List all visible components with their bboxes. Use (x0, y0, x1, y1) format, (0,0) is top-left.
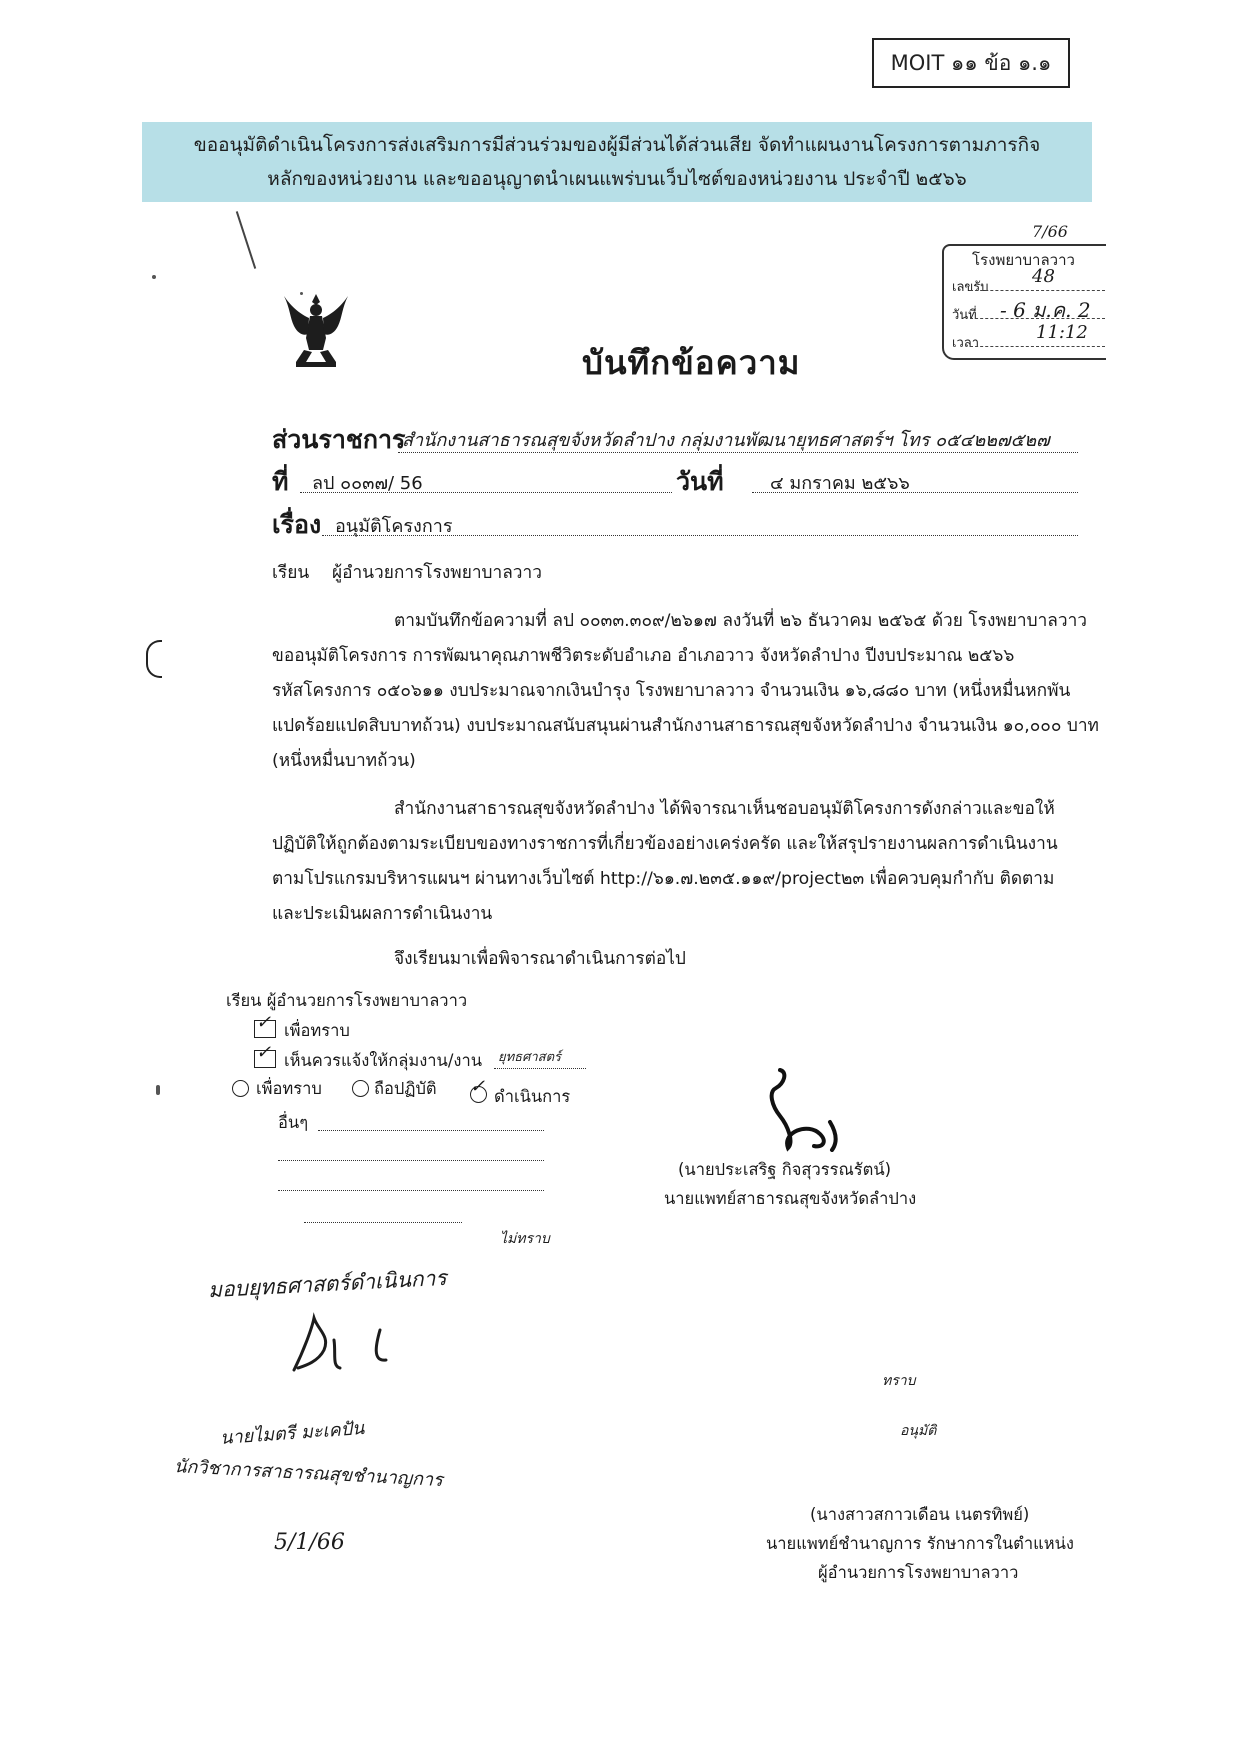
radio-comply-label: ถือปฏิบัติ (374, 1079, 437, 1098)
officer-title: นักวิชาการสาธารณสุขชำนาญการ (173, 1455, 444, 1492)
handwritten-instruction: มอบยุทธศาสตร์ดำเนินการ (207, 1265, 448, 1303)
radio-proceed-label: ดำเนินการ (494, 1087, 571, 1106)
check-mark-icon: ✓ (470, 1076, 486, 1097)
radio-comply-icon (352, 1080, 369, 1097)
date-label: วันที่ (676, 467, 724, 496)
body-p1-line-5: (หนึ่งหมื่นบาทถ้วน) (272, 751, 416, 771)
officer-name: นายไมตรี มะเคปัน (219, 1417, 366, 1450)
stamp-time-label: เวลา (952, 336, 980, 351)
garuda-emblem-icon (282, 292, 350, 372)
scan-mark (146, 640, 162, 678)
received-stamp (940, 222, 1110, 360)
check-mark-icon: ✓ (256, 1012, 272, 1033)
notify-dotline (494, 1068, 586, 1069)
title-banner (142, 122, 1092, 202)
date-value: ๔ มกราคม ๒๕๖๖ (770, 473, 910, 494)
signer1-title: นายแพทย์สาธารณสุขจังหวัดลำปาง (664, 1189, 917, 1208)
others-dotline (278, 1160, 544, 1161)
signer1-name: (นายประเสริฐ กิจสุวรรณรัตน์) (678, 1160, 892, 1179)
subject-value: อนุมัติโครงการ (335, 516, 453, 537)
radio-acknowledge-label: เพื่อทราบ (256, 1079, 322, 1098)
signer2-name: (นางสาวสกาวเดือน เนตรทิพย์) (810, 1505, 1030, 1524)
banner-line-1: ขออนุมัติดำเนินโครงการส่งเสริมการมีส่วนร่วมของผู้มีส่วนได้ส่วนเสีย จัดทำแผนงานโครงการตามภารกิจ (193, 134, 1041, 156)
document-code: MOIT ๑๑ ข้อ ๑.๑ (872, 38, 1070, 88)
date-dotline (752, 492, 1078, 493)
ref-dotline (300, 492, 672, 493)
others-label: อื่นๆ (278, 1113, 309, 1132)
ref-value: ลป ๐๐๓๗/ 56 (312, 473, 423, 494)
stamp-line (970, 318, 1105, 319)
ref-label: ที่ (272, 467, 289, 496)
agency-label: ส่วนราชการ (272, 425, 406, 454)
stamp-line (970, 346, 1105, 347)
stamp-org: โรงพยาบาลวาว (972, 251, 1075, 269)
signer2-title-2: ผู้อำนวยการโรงพยาบาลวาว (818, 1563, 1019, 1582)
body-p2-line-3: ตามโปรแกรมบริหารแผนฯ ผ่านทางเว็บไซต์ http://๖๑.๗.๒๓๕.๑๑๙/project๒๓ เพื่อควบคุมกำกับ ติดตาม (272, 869, 1055, 889)
body-p2-line-1: สำนักงานสาธารณสุขจังหวัดลำปาง ได้พิจารณาเห็นชอบอนุมัติโครงการดังกล่าวและขอให้ (394, 799, 1055, 819)
stamp-line (970, 290, 1105, 291)
body-p1-line-2: ขออนุมัติโครงการ การพัฒนาคุณภาพชีวิตระดับอำเภอ อำเภอวาว จังหวัดลำปาง ปีงบประมาณ ๒๕๖๖ (272, 646, 1015, 666)
body-p2-line-2: ปฏิบัติให้ถูกต้องตามระเบียบของทางราชการที่เกี่ยวข้องอย่างเคร่งครัด และให้สรุปรายงานผลการดำเนินงาน (272, 834, 1058, 854)
officer-date: 5/1/66 (274, 1530, 345, 1555)
option-notify: เห็นควรแจ้งให้กลุ่มงาน/งาน (284, 1051, 482, 1070)
signer2-note-2: อนุมัติ (900, 1423, 937, 1439)
stamp-received-label: เลขรับ (952, 280, 989, 295)
body-p1-line-4: แปดร้อยแปดสิบบาทถ้วน) งบประมาณสนับสนุนผ่านสำนักงานสาธารณสุขจังหวัดลำปาง จำนวนเงิน ๑๐,๐๐๐ บาท (272, 716, 1099, 736)
subject-dotline (322, 535, 1078, 536)
scan-mark (236, 211, 256, 269)
memo-title: บันทึกข้อความ (582, 343, 801, 382)
stamp-ref-no: 7/66 (1032, 222, 1068, 241)
others-dotline (304, 1222, 462, 1223)
stamp-time-value: 11:12 (1036, 322, 1088, 343)
notify-handwritten: ยุทธศาสตร์ (498, 1050, 562, 1065)
signer2-title: นายแพทย์ชำนาญการ รักษาการในตำแหน่ง (766, 1534, 1074, 1553)
to-label: เรียน (272, 563, 310, 583)
banner-line-2: หลักของหน่วยงาน และขออนุญาตนำเผนแพร่บนเว็บไซต์ของหน่วยงาน ประจำปี ๒๕๖๖ (267, 168, 967, 190)
routing-to: เรียน ผู้อำนวยการโรงพยาบาลวาว (226, 991, 468, 1010)
radio-acknowledge-icon (232, 1080, 249, 1097)
agency-value: สำนักงานสาธารณสุขจังหวัดลำปาง กลุ่มงานพัฒนายุทธศาสตร์ฯ โทร ๐๕๔๒๒๗๕๒๗ (402, 430, 1050, 451)
closing-text: จึงเรียนมาเพื่อพิจารณาดำเนินการต่อไป (394, 949, 686, 969)
scan-speck (156, 1085, 160, 1095)
body-p2-line-4: และประเมินผลการดำเนินงาน (272, 904, 493, 924)
body-p1-line-1: ตามบันทึกข้อความที่ ลป ๐๐๓๓.๓๐๙/๒๖๑๗ ลงวันที่ ๒๖ ธันวาคม ๒๕๖๕ ด้วย โรงพยาบาลวาว (394, 611, 1087, 631)
stamp-date-label: วันที่ (952, 308, 977, 323)
check-mark-icon: ✓ (256, 1042, 272, 1063)
stamp-date-value: - 6 ม.ค. 2 (1000, 298, 1091, 322)
stamp-received-no: 48 (1032, 266, 1055, 287)
signer1-signature (758, 1062, 858, 1152)
officer-signature (274, 1310, 414, 1380)
others-dotline (318, 1130, 544, 1131)
agency-dotline (398, 452, 1078, 453)
to-value: ผู้อำนวยการโรงพยาบาลวาว (332, 563, 542, 583)
subject-label: เรื่อง (272, 510, 322, 539)
others-dotline (278, 1190, 544, 1191)
scan-speck (152, 275, 156, 279)
signer2-note-1: ทราบ (882, 1373, 916, 1389)
routing-initials: ไม่ทราบ (500, 1231, 550, 1247)
body-p1-line-3: รหัสโครงการ ๐๕๐๖๑๑ งบประมาณจากเงินบำรุง โรงพยาบาลวาว จำนวนเงิน ๑๖,๘๘๐ บาท (หนึ่งหมื่นหกพัน (272, 681, 1071, 701)
option-acknowledge: เพื่อทราบ (284, 1021, 350, 1040)
